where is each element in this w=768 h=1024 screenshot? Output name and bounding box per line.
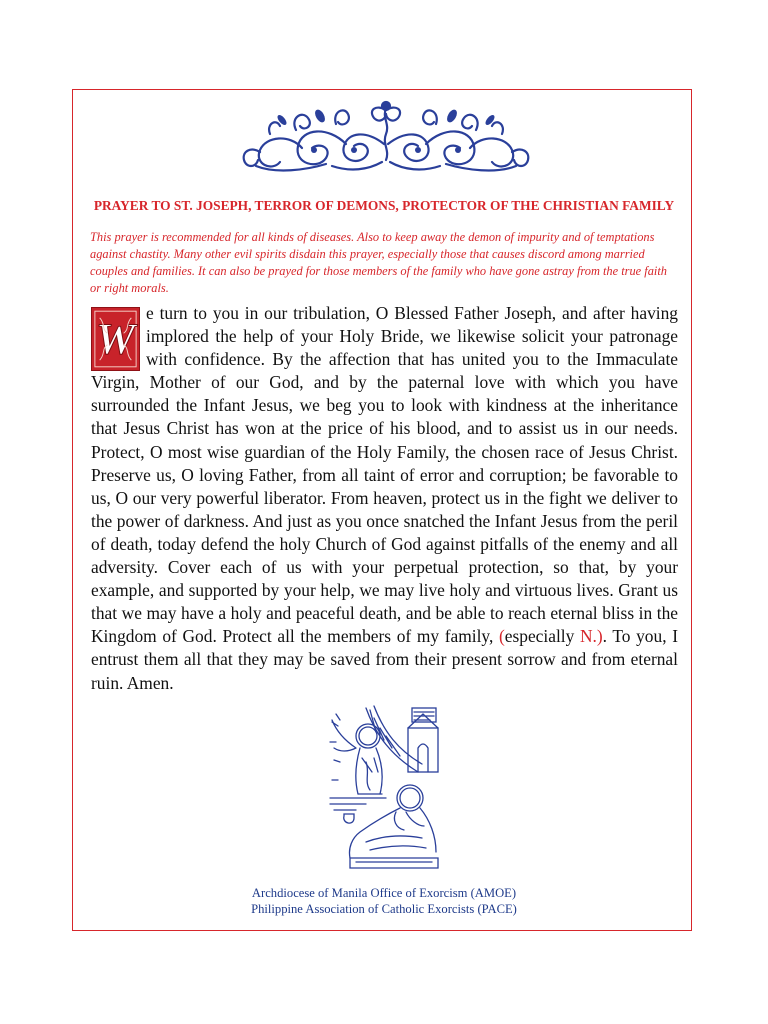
- illuminated-letter-icon: [91, 307, 140, 371]
- floral-ornament-icon: [236, 100, 536, 176]
- intro-text: This prayer is recommended for all kinds of diseases. Also to keep away the demon of impurity and of temptations against chastity. Many other evil spirits disdain this prayer, especially those that causes discord among married couples and families. It can also be prayed for those members of the family who have gone astray from the true faith or right morals.: [90, 230, 667, 295]
- body-end: . To you, I entrust them all that they may be saved from their present sorrow and from eternal ruin. Amen.: [91, 626, 678, 693]
- prayer-body: [91, 302, 678, 695]
- paren-open: (: [498, 626, 505, 647]
- footer: [92, 885, 676, 917]
- st-joseph-dream-icon: [326, 702, 448, 874]
- drop-cap-letter: W: [95, 314, 136, 364]
- name-placeholder: N.): [579, 626, 603, 647]
- body-text: e turn to you in our tribulation, O Blessed Father Joseph, and after having implored the help of your Holy Bride, we likewise solicit your patronage with confidence. By the affection that has united you to the Immaculate Virgin, Mother of our God, and by the paternal love with which you have surrounded the Infant Jesus, we beg you to look with kindness at the inheritance that Jesus Christ has won at the price of his blood, and to assist us in our needs. Protect, O most wise guardian of the Holy Family, the chosen race of Jesus Christ. Preserve us, O loving Father, from all taint of error and corruption; be favorable to us, O our very powerful liberator. From heaven, protect us in the fight we deliver to the power of darkness. And just as you once snatched the Infant Jesus from the peril of death, today defend the holy Church of God against pitfalls of the enemy and all adversity. Cover each of us with your perpetual protection, so that, by your example, and supported by your help, we may live holy and virtuous lives. Grant us that we may have a holy and peaceful death, and be able to reach eternal bliss in the Kingdom of God. Protect all the members of my family,: [91, 303, 678, 647]
- body-especially: especially: [504, 626, 580, 647]
- page-title: PRAYER TO ST. JOSEPH, TERROR OF DEMONS, PROTECTOR OF THE CHRISTIAN FAMILY: [93, 198, 675, 213]
- footer-line-amoe: Archdiocese of Manila Office of Exorcism (AMOE): [251, 886, 517, 900]
- footer-line-pace: Philippine Association of Catholic Exorcists (PACE): [251, 902, 517, 916]
